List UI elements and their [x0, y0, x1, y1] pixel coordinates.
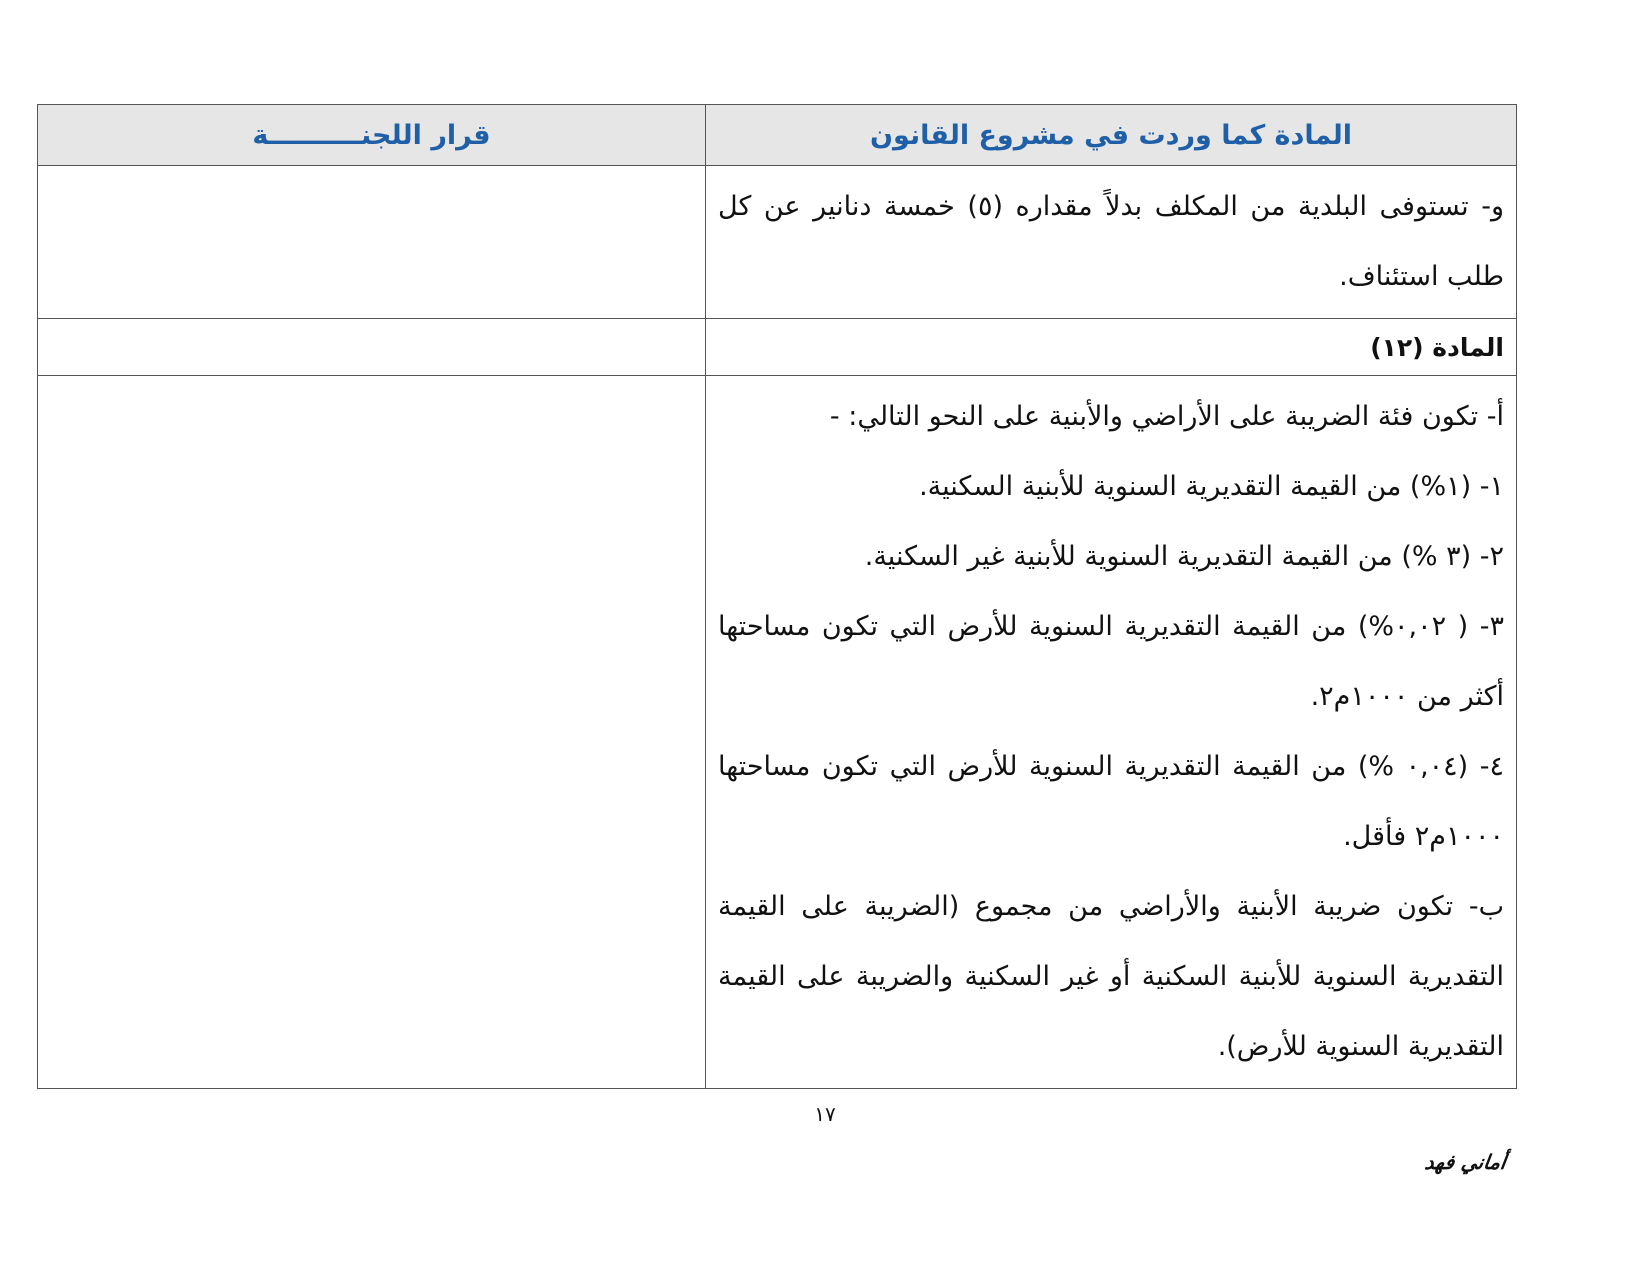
page-number: ١٧: [814, 1102, 836, 1126]
signature: أماني فهد: [1423, 1150, 1508, 1174]
article-item: ٣- ( ٠,٠٢%) من القيمة التقديرية السنوية للأرض التي تكون مساحتها أكثر من ١٠٠٠م٢.: [718, 611, 1504, 712]
decision-cell: [38, 166, 706, 319]
table-row: [38, 166, 1517, 319]
article-text-cell: [706, 376, 1517, 1089]
article-paragraph: ب- تكون ضريبة الأبنية والأراضي من مجموع (الضريبة على القيمة التقديرية السنوية للأبنية السكنية أو غير السكنية والضريبة على القيمة التقديرية السنوية للأرض).: [718, 891, 1504, 1062]
table-header-row: [38, 105, 1517, 166]
article-item: ٤- (٠,٠٤ %) من القيمة التقديرية السنوية للأرض التي تكون مساحتها ١٠٠٠م٢ فأقل.: [718, 751, 1505, 852]
article-item: ٢- (٣ %) من القيمة التقديرية السنوية للأبنية غير السكنية.: [864, 541, 1504, 572]
decision-cell: [38, 376, 706, 1089]
article-title: المادة (١٢): [706, 319, 1517, 376]
article-paragraph: أ- تكون فئة الضريبة على الأراضي والأبنية على النحو التالي: -: [829, 401, 1504, 432]
decision-cell: [38, 319, 706, 376]
table-row: [38, 319, 1517, 376]
article-text-cell: [706, 166, 1517, 319]
table-row: [38, 376, 1517, 1089]
article-item: ١- (١%) من القيمة التقديرية السنوية للأبنية السكنية.: [919, 471, 1504, 502]
article-paragraph: و- تستوفى البلدية من المكلف بدلاً مقداره (٥) خمسة دنانير عن كل طلب استئناف.: [718, 191, 1504, 292]
decision-column-header: قرار اللجنــــــــــة: [38, 105, 706, 166]
articles-table: [37, 104, 1517, 1089]
article-column-header: المادة كما وردت في مشروع القانون: [706, 105, 1517, 166]
